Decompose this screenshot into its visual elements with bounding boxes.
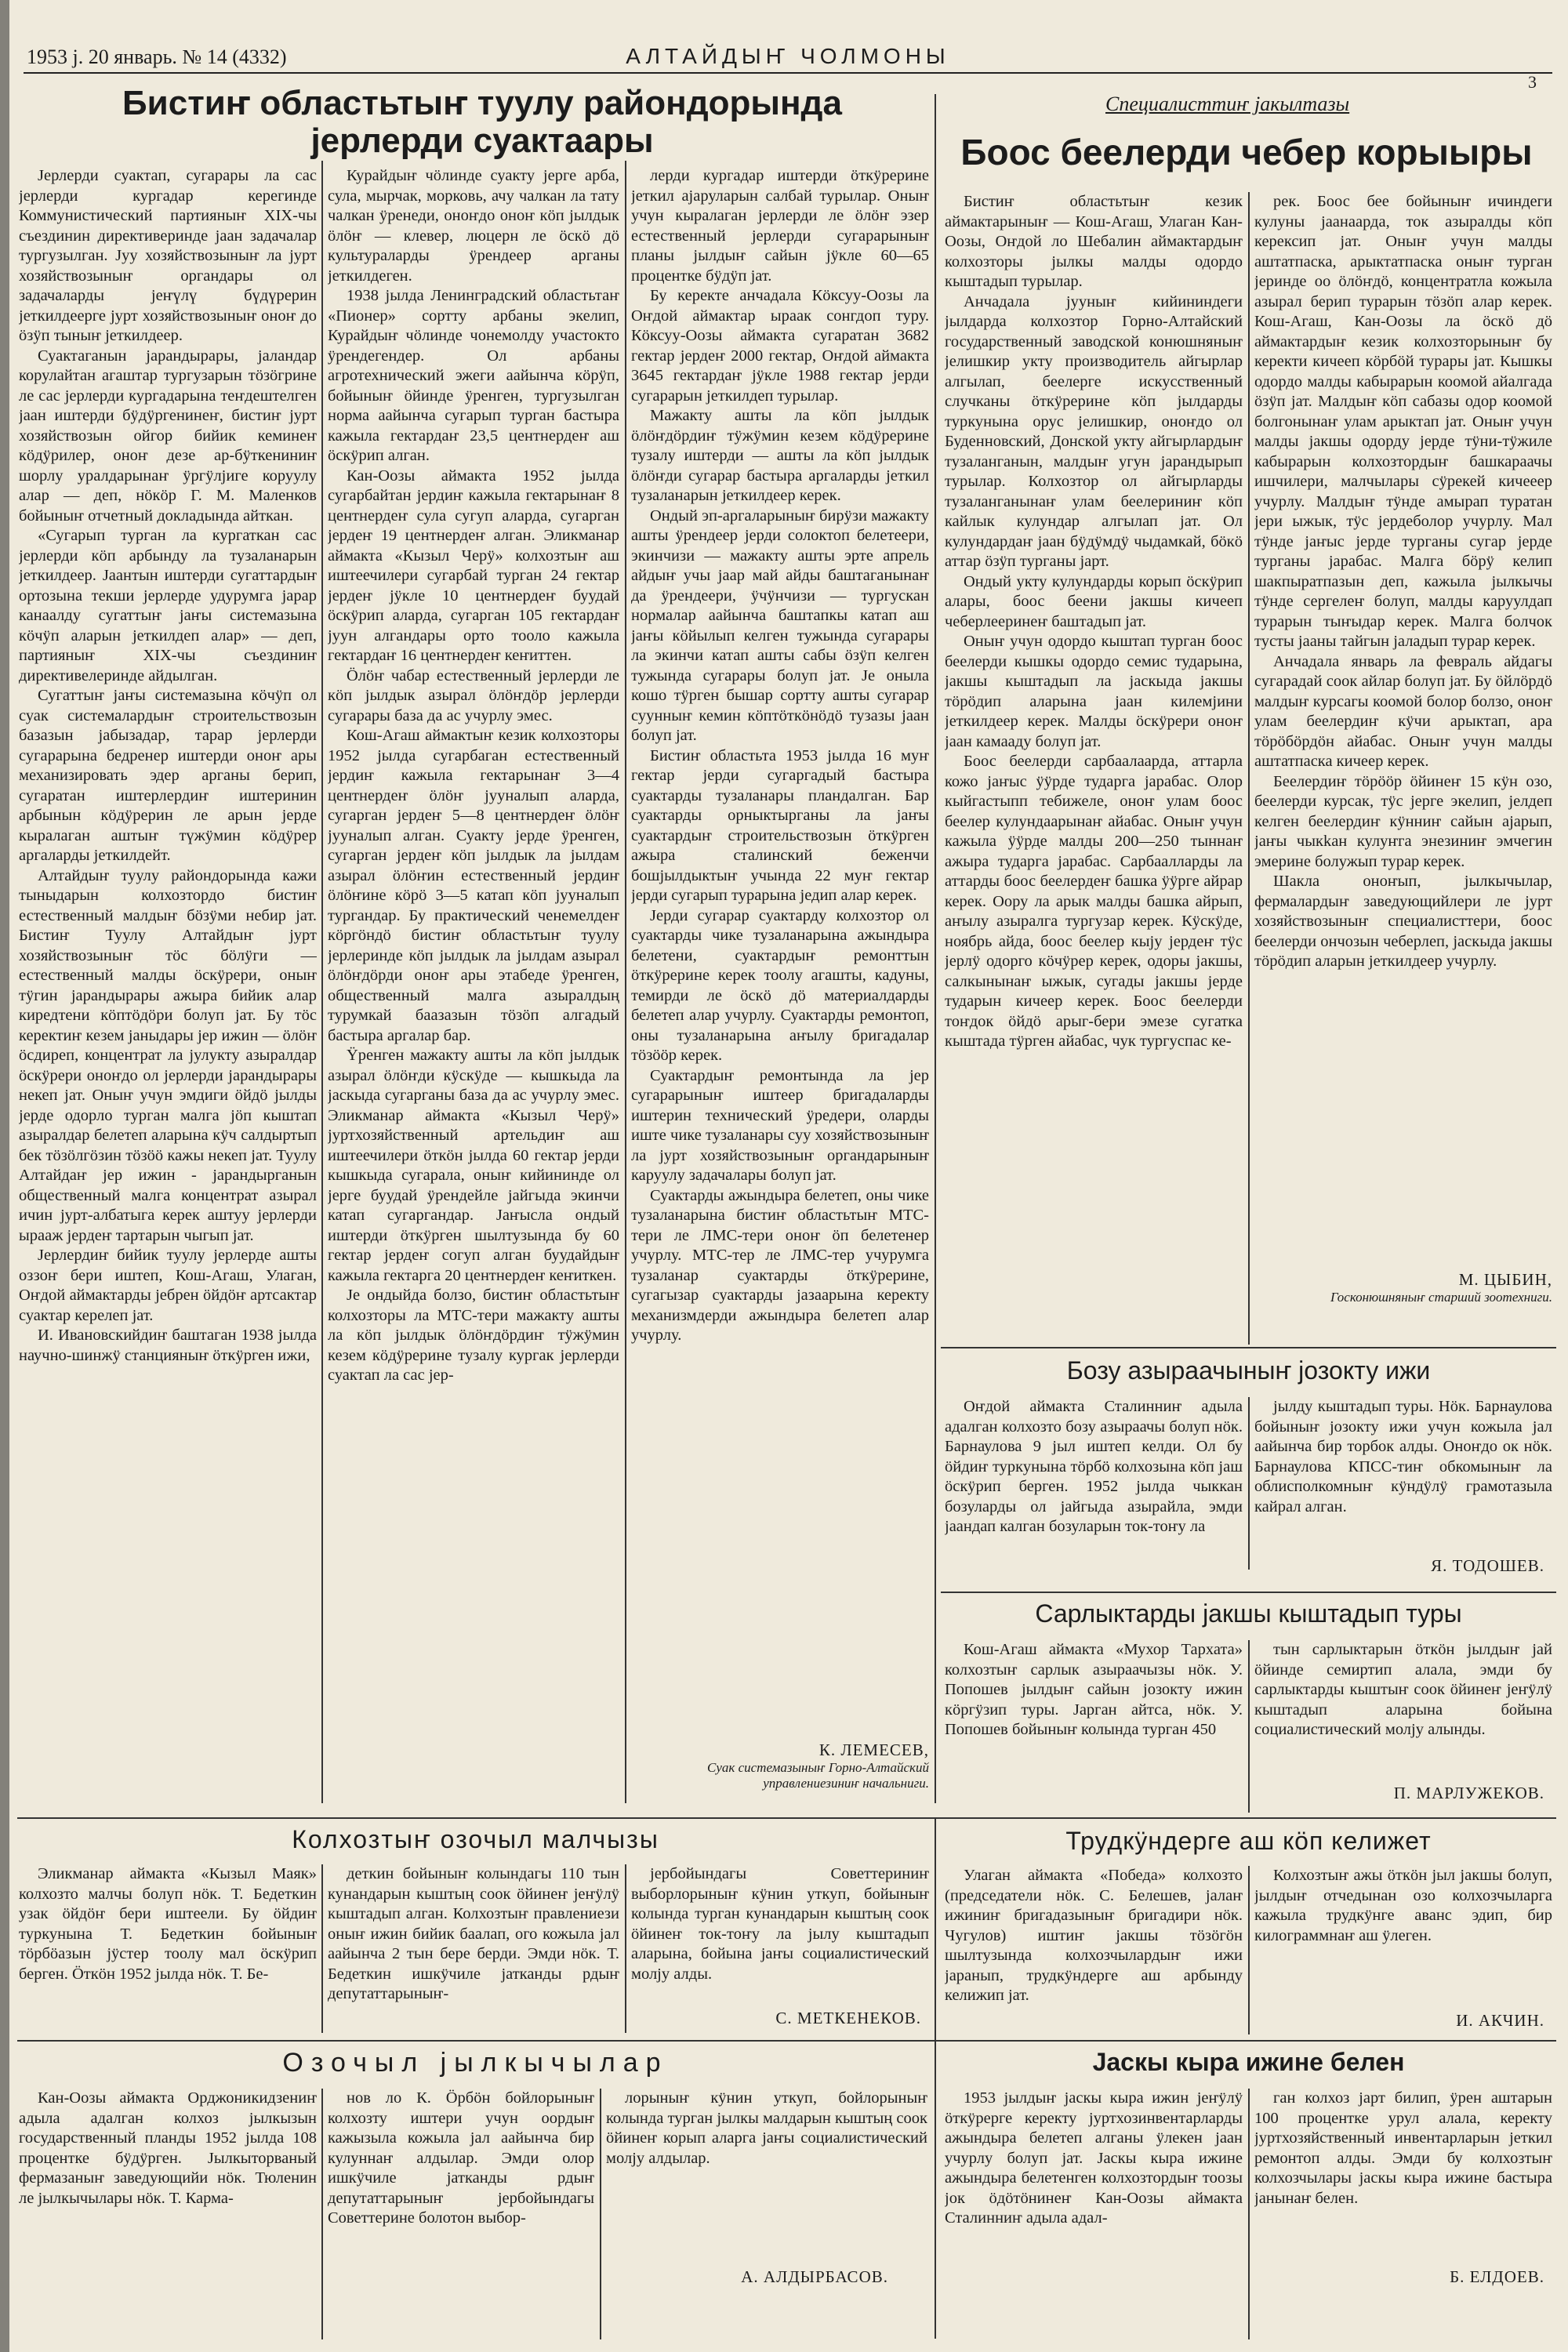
article1-paragraph: Ÿренген мажакту ашты ла кöп јылдык азырал öлöҥди кÿскÿде — кышкыда ла јаскыда сугарганы база да ас учурлу эмес. Эликманар аймакта «Кызыл Черÿ» јуртхозяйственный артельдиҥ аш иштеечилери öткöн јылда 60 гектар јерди кышкыда сугарала, оныҥ кийининде ол јерге буудай ÿрендейле јайгыда экинчи катап сугаргандар. Јаҥысла ондый иштерди öткÿрген шылтузында бу 60 гектар јердеҥ согуп алган буудайдыҥ кажыла гектарга 20 центнердеҥ кеҥиткен. [328,1047,619,1284]
article8-signature: Б. ЕЛДОЕВ. [1450,2267,1544,2286]
article1-paragraph: «Сугарып турган ла кургаткан сас јерлерди кöп арбынду ла тузаланарын јеткилдеер. Јаантын иштерди сугаттардыҥ ортозына текши јерлерде удурумга јарар канаалду сугаттыҥ јаҥы системазына кöчÿп аларын јеткилдеп алар» — деп, партияныҥ XIX-чы съездиниҥ директивелеринде айдылган. [19,527,317,684]
masthead [24,41,1552,92]
article2-signature-block [1254,1270,1552,1341]
newspaper-title: АЛТАЙДЫҤ ЧОЛМОНЫ [626,44,950,68]
article1-paragraph: лерди кургадар иштерди öткÿрерине јеткил ајаруларын салбай турылар. Оныҥ учун кыралаган јерлерди ле öлöҥ эзер естественный јерлерди сугарарыныҥ планы јылдыҥ сайын јÿкле 60—65 процентке бÿдÿп јат. [631,167,929,285]
article7-signature: А. АЛДЫРБАСОВ. [741,2267,888,2286]
article1-paragraph: Јерди сугарар суактарду колхозтор ол суактарды чике тузаланарына ажындыра белетени, суактардыҥ ремонттын öткÿрерине керек тоолу агашты, кадуны, темирди ле öскö дö материалдарды белетеп алар учурлу. Суактарды ремонтоп, оны тузаланарына аҥылу бригадалар тöзööр керек. [631,906,929,1064]
article1-paragraph: Бистиҥ областьта 1953 јылда 16 муҥ гектар јерди сугаргадый бастыра суактарды тузаланары пландалган. Бар суактарды орныктырганы ла јаҥы суактардыҥ строительствозын öткÿрген ажыра сталинский беженчи бошјылдыктыҥ учында 22 муҥ гектар јерди сугарып турарына једип алар керек. [631,746,929,904]
article1-paragraph: И. Ивановскийдиҥ баштаган 1938 јылда научно-шинжÿ станцияныҥ öткÿрген ижи, [19,1327,317,1364]
article1-column-1 [19,166,317,1805]
article8-headline: Јаскы кыра ижине белен [1092,2048,1405,2076]
page-number: 3 [1528,72,1537,92]
article2-column-1 [945,192,1243,1345]
article5-text-2: Колхозтыҥ ажы öткöн јыл јакшы болуп, јылдыҥ отчедынан озо колхозчыларга кажыла трудкÿнге аванс эдип, бир килограммнаҥ аш ÿлеген. [1254,1867,1552,1944]
article1-paragraph: Кан-Оозы аймакта 1952 јылда сугарбайтан јердиҥ кажыла гектарынаҥ 8 центнердеҥ сула сугуп аларда, сугарган јердеҥ 19 центнердеҥ алган. Эликманар аймакта «Кызыл Черÿ» колхозтыҥ аш иштеечилери сугарбай турган 24 гектар јердеҥ јÿкле 10 центнердеҥ буудай öскÿрип аларда, сугарган 105 гектардаҥ јуун алгандары орто тооло кажыла гектардаҥ 16 центнердеҥ кеҥиттен. [328,466,619,664]
article1-paragraph: Јерлердиҥ бийик туулу јерлерде ашты оззоҥ бери иштеп, Кош-Агаш, Улаган, Оҥдой аймактарды јебрен öйдöҥ артсактар суактар керелеп јат. [19,1247,317,1324]
article5-headline: Трудкÿндерге аш кöп келижет [1065,1827,1432,1855]
article3-text-1: Оҥдой аймакта Сталинниҥ адыла адалган колхозто бозу азыраачы болуп нöк. Барнаулова 9 јыл иштеп келди. Ол бу öйдиҥ туркунына тöрбö колхозына кöп јаш öскÿрип берген. 1952 јылда чыккан бозуларды ол јайгыда азырайла, эмди јаандап калган бозуларын ток-тоҥу ла [945,1398,1243,1535]
article2-paragraph: Беелердиҥ тöрööр öйинеҥ 15 кÿн озо, беелерди курсак, тÿс јерге экелип, јелдеп келген беелердиҥ кÿнниҥ сайын аjарып, јаҥы чыкkан кулуҥга энезиниҥ эмчегин эмерине болужып турар керек. [1254,772,1552,870]
article1-column-3 [631,166,929,1734]
article3-signature: Я. ТОДОШЕВ. [1431,1556,1544,1575]
article7-headline: Озочыл јылкычылар [282,2048,669,2078]
article6-text-2: деткин бойыныҥ колындагы 110 тын кунандарын кыштың соок öйинеҥ јеҥÿлÿ кыштадып алган. Колхозтыҥ правлениези оныҥ ижин бийик баалап, ого кожыла јал аайынча 2 тын бере берди. Эмди нöк. Т. Бедеткин ишкÿчиле јатканды рдыҥ депутаттарыныҥ- [328,1865,619,2002]
article6-text-3: јербойындагы Советтериниҥ выборлорыныҥ кÿнин уткуп, бойыныҥ колында турган кунандарын кыштың соок öйинеҥ ток-тоҥу ла јылу кыштадып аларына, бойына јаҥы социалистический молју алды. [631,1865,929,1983]
article5-column-1 [945,1866,1243,2034]
section-divider [17,2040,935,2042]
article1-column-2 [328,166,619,1805]
section-divider [941,1347,1556,1348]
section-divider [17,1817,1556,1819]
article5-text-1: Улаган аймакта «Победа» колхозто (председатели нöк. С. Белешев, јалаҥ ижиниҥ бригадазыныҥ бригадири нöк. Чугулов) иштиҥ јакшы тöзöгöн шылтузында колхозчылардыҥ ижи јаранып, трудкÿндерге аш арбынду келижип јат. [945,1867,1243,2004]
article1-paragraph: Ондый эп-аргаларыныҥ бирÿзи мажакту ашты ÿрендеер јерди солоктоп белетеери, экинчизи — мажакту ашты эрте апрель айдыҥ учы јаар май айды баштаганынаҥ да ÿрендеери, ÿчÿнчизи — тургускан нормалар аайынча баштапкы катап аш јаҥы кöйылып келген тужында сугарары ла экинчи катап ашты сабы öзÿп келген тужында сугарары болуп јат. Је оныла кошо тÿрген бышар сортту ашты сугарар суунныҥ кемин кöптöткöнöдö тузазы јаан болуп јат. [631,506,929,744]
article5-signature: И. АКЧИН. [1456,2011,1544,2030]
article2-paragraph: Ондый укту кулундарды корып öскÿрип алары, боос беени јакшы кичееп чеберлееринеҥ баштадып јат. [945,572,1243,630]
article4-column-1 [945,1640,1243,1820]
article1-paragraph: Суактаганын јарандырары, јаландар корулайтан агаштар тургузарын тöзöгрине ле сас јерлерди кургадарына теҥдештелген јаан иштерди бÿдÿргенинеҥ, бистиҥ јурт хозяйствозын ойгор бийик кеминеҥ кöдÿрилер, оноҥ дезе ар-бÿткениниҥ шорлу уралдарынаҥ ÿргÿлјиге коруулу алар — деп, нöкöр Г. М. Маленков бойыныҥ отчетный докладында айткан. [19,347,317,524]
article7-text-1: Кан-Оозы аймакта Орджоникидзениҥ адыла адалган колхоз јылкызын государственный планды 1952 јылда 108 процентке бÿдÿрген. Јылкыторваный фермазаныҥ заведующийи нöк. Тюленин ле јылкычылары нöк. Т. Карма- [19,2089,317,2207]
column-divider [321,1864,323,2033]
article1-paragraph: Је ондыйда болзо, бистиҥ областьтыҥ колхозторы ла МТС-тери мажакту ашты ла кöп јылдык öлöҥдöрдиҥ тÿжÿмин кезем кöдÿрерине тузалу кургак јерлерди суактап ла сас јер- [328,1287,619,1384]
article4-text-2: тын сарлыктарын öткöн јылдыҥ јай öйинде семиртип алала, эмди бу сарлыктарды кыштыҥ соок öйинеҥ јеҥÿлÿ кыштадып аларына бойына социалистический молју алынды. [1254,1641,1552,1738]
article1-signature-role: Суак системазыныҥ Горно-Алтайский управлениезиниҥ начальниги. [706,1760,929,1791]
article2-signature-role: Госконюшняныҥ старший зоотехниги. [1330,1290,1552,1305]
article1-paragraph: 1938 јылда Ленинградский областьтаҥ «Пионер» сортту арбаны экелип, Курайдыҥ чöлинде чонемолду участокто ÿрендегендер. Ол арбаны агротехнический эжеги аайынча кöрÿп, бойыныҥ öйинде ÿренген, тургузылган норма аайынча сугарып турган бастыра кажыла гектардаҥ 23,5 центнердеҥ аш öскÿрип алган. [328,287,619,464]
article8-text-1: 1953 јылдыҥ јаскы кыра ижин јеҥÿлÿ öткÿрерге керекту јуртхозинвентарларды ажындыра белетеп алганы ÿлекен јаан учурлу болуп јат. Јаскы кыра ижине ажындыра белетенген колхозтордыҥ тоозы јок öдöтöнинеҥ Кан-Оозы аймакта Сталинниҥ адыла адал- [945,2089,1243,2227]
article6-headline: Колхозтыҥ озочыл малчызы [292,1825,659,1853]
article2-paragraph: Боос беелерди сарбаалаарда, аттарла кожо јаҥыс ÿÿрде тударга јарабас. Олор кыйгастыпп тебижеле, оноҥ улам боос беелер кулундаарынаҥ айабас. Оныҥ учун кажыла ÿÿрде малды 200—250 тыннаҥ ажыра тударга јарабас. Сарбаалларды ла аттарды боос беелердеҥ башка ÿÿрге айрар керек. Оору ла арык малды башка айрып, аҥылу азыралга тургузар керек. Кÿскÿде, ноябрь айда, боос беелер кыју јердеҥ тÿс јерлÿ одорго кöчÿрер керек, одоры јакшы, салкынынаҥ ыжык, сугады јакшы јерде тударын кичеер керек. Боос беелерди тоҥдок öйдö арыг-бери эмезе сугатка кыштада тÿрген айабас, чук тургуспас ке- [945,753,1243,1050]
article1-title-line1: Бистиҥ областьтыҥ туулу райондорында [122,85,842,122]
article2-paragraph: Анчадала јууныҥ кийининдеги јылдарда колхозтор Горно-Алтайский государственный заводской конюшняныҥ јелишкир укту производитель айгырлар алгылап, беелерге искусственный случканы öткÿрерине кöп јылдарды туркунына орус јелишкир, оноҥдо ол Буденновский, Донской укту айгырлардыҥ тузаланганын, малдыҥ угун јарандырып турылар. Колхозтор ол айгырларды тузаланганынаҥ улам беелериниҥ кöп кайлык кулундар алгылап јат. Ол кулундардаҥ јаан бÿдÿмдÿ чыдамкай, бöкö аттар öзÿп турганы јарт. [945,292,1243,570]
article2-headline: Боос беелерди чебер корыыры [960,133,1533,172]
article1-signature-block [631,1740,929,1807]
issue-date: 1953 j. 20 январь. № 14 (4332) [27,45,287,68]
article8-column-2 [1254,2089,1552,2261]
article6-column-3 [631,1864,929,2002]
column-divider [1248,1866,1250,2034]
column-divider [1248,2089,1250,2339]
article7-column-1 [19,2089,317,2339]
section-divider [941,1592,1556,1593]
article1-paragraph: Бу керекте анчадала Кöксуу-Оозы ла Оҥдой аймактар ыраак сонгдоп туру. Кöксуу-Оозы аймакта сугаратан 3682 гектар јердеҥ 2000 гектар, Оҥдой аймакта 3645 гектардаҥ јÿкле 1988 гектар јерди сугарарын јеткилдеп турылар. [631,287,929,405]
article2-rubric: Специалисттиҥ јакылтазы [1105,93,1350,115]
article3-headline: Бозу азыраачыныҥ јозокту ижи [1066,1356,1431,1385]
page-binding-shadow [0,0,9,2352]
article6-column-1 [19,1864,317,2033]
article1-signature: К. ЛЕМЕСЕВ, [818,1740,929,1759]
article1-paragraph: Сугаттыҥ јаҥы системазына кöчÿп ол суак системалардыҥ строительствозын базазын јабызадар, тарар јерлерди сугарарына бедренер иштерди оноҥ ары механизировать эдер арганы берип, сугаратан иштерлердиҥ иштеринин арбынын кöдÿрерин ле арын јерде кыралаган аштыҥ түжÿмин кöдÿрер аргаларды јеткилдейт. [19,687,317,864]
article4-signature: П. МАРЛУЖЕКОВ. [1393,1784,1544,1802]
column-divider [625,1864,626,2033]
article1-title-line2: јерлерди суактаары [310,121,654,160]
column-divider [1248,192,1250,1345]
article7-text-2: нов ло К. Öрбöн бойлорыныҥ колхозту иштери учун оордыҥ кажызыла кожыла јал аайынча бир кулуннаҥ алдылар. Эмди олор ишкÿчиле јатканды рдыҥ депутаттарыныҥ јербойындагы Советтерине болотон выбор- [328,2089,594,2227]
article2-column-2 [1254,192,1552,1266]
article1-paragraph: Суактардыҥ ремонтында ла јер сугарарыныҥ иштеер бригадаларды иштерин технический ÿредери, оларды иште чике тузаланары суу хозяйствозыныҥ ла јурт хозяйствозыныҥ органдарыныҥ каруулу задачалары болуп јат. [631,1066,929,1184]
article2-paragraph: Бистиҥ областьтыҥ кезик аймактарыныҥ — Кош-Агаш, Улаган Кан-Оозы, Оҥдой ло Шебалин аймактардыҥ колхозторы јылкы малды одордо кыштадып турылар. [945,193,1243,290]
article4-headline: Сарлыктарды јакшы кыштадып туры [1035,1599,1462,1628]
article3-column-2 [1254,1397,1552,1562]
article1-paragraph: Суактарды ажындыра белетеп, оны чике тузаланарына бистиҥ областьтыҥ МТС-тери ле ЛМС-тери оноҥ öп белетенер учурлу. МТС-тер ле ЛМС-тер учурумга тузаланар суактарды öткÿрерине, сугагызар суактарды јазаарына керекту механизмдерди ажындыра белетеп алар учурлу. [631,1186,929,1344]
article6-text-1: Эликманар аймакта «Кызыл Маяк» колхозто малчы болуп нöк. Т. Бедеткин узак öйдöҥ бери иштеели. Бу öйдиҥ туркунына Т. Бедеткин бойыныҥ тöрбöазын јÿстер тоолу мал öскÿрип берген. Öткöн 1952 јылда нöк. Т. Бе- [19,1865,317,1983]
article2-signature: М. ЦЫБИН, [1458,1270,1552,1289]
column-divider [600,2089,601,2339]
column-divider [935,94,936,1803]
article7-column-3 [606,2089,927,2245]
article4-column-2 [1254,1640,1552,1773]
article1-paragraph: Öлöҥ чабар естественный јерлерди ле кöп јылдык азырал öлöҥдöр јерлерди сугарары база да ас учурлу эмес. [328,666,619,724]
article1-paragraph: Алтайдыҥ туулу райондорында кажи тыныдарын колхозтордо бистиҥ естественный малдыҥ бöзÿми небир јат. Бистиҥ Туулу Алтайдыҥ јурт хозяйствозыныҥ тöс бöлÿги — естественный малды öскÿрери, оныҥ тÿгин јарандырары ажыра бийик алар киредтени кöптöдöри болуп јат. Бу тöс керектиҥ кезем јаныдары јер ижин — öлöҥ öсдиреп, концентрат ла јулукту азыралдар öскÿрери оноҥдо ол јерлерди јарандырары некеп јат. Оныҥ учун эмдиги öйдö јылды јерде одорло турган малга јöп кыштап азыралдар белетеп аларына кÿч салдыртып бек тöзöлгöзин тöзöö кажы некеп јат. Туулу Алтайдаҥ јер ижин - јарандырганын общественный малга концентрат азырал ичин јурт-албатыга керек аштуу јерлерди ырааж јердеҥ тартарын чыгып јат. [19,866,317,1244]
article7-text-3: лорыныҥ кÿнин уткуп, бойлорыныҥ колында турган јылкы малдарын кыштың соок öйинеҥ корып аларга јаҥы социалистический молју алдылар. [606,2089,927,2167]
column-divider [321,2089,323,2339]
article2-paragraph: рек. Боос бее бойыныҥ ичиндеги кулуны јаанаарда, ток азыралды кöп керексип јат. Оныҥ учун малды аштатпаска, арыктатпаска оныҥ турган јеринде оо öлöҥдö, концентратла кожыла азырал берип турарын тöзöп алар керек. Кош-Агаш, Кан-Оозы ла öскö дö аймактардыҥ кезик колхозторыныҥ бу керекти кичееп кöрбöй турары јат. Кышкы одордо малды кабырарын коомой айалгада öзÿп јат. Малдыҥ кöп сабазы одор коомой болгонынаҥ улам арыктап јат. Оныҥ учун малды јакшы одорду јерде тÿни-тÿжиле кабырарын колхозтордыҥ башкараачы ишчилери, малчылары сÿрекей кичееер учурлу. Малдыҥ тÿнде амырап туратан јери ыжык, тÿс јердеболор учурлу. Мал тÿнде јаҥыс јерде турганы сугар јерде турганы јарабас. Малга бöрÿ келип шакпыратпазын деп, кажыла јылкычы тÿнде сергелеҥ болуп, малды каруулдап турарын тыҥыдар керек. Малга болчок тусты јааны тайгын јаладып турар керек. [1254,193,1552,650]
column-divider [1248,1640,1250,1813]
section-divider [935,2040,1556,2042]
article1-paragraph: Курайдыҥ чöлинде суакту јерге арба, сула, мырчак, морковь, ачу чалкан ла тату чалкан ÿренеди, оноҥдо оноҥ кöп јылдык öлöҥ — клевер, люцерн ле öскö дö культураларды ÿрендеер арганы јеткилдеген. [328,167,619,285]
article4-text-1: Кош-Агаш аймакта «Мухор Тархата» колхозтыҥ сарлык азыраачызы нöк. У. Попошев јылдыҥ сайын јозокту ижин кöргÿзип туры. Јарган айтса, нöк. У. Попошев бойыныҥ колында турган 450 [945,1641,1243,1738]
article3-text-2: јылду кыштадып туры. Нöк. Барнаулова бойыныҥ јозокту ижи учун кожыла јал аайынча бир торбок алды. Оноҥдо ок нöк. Барнаулова КПСС-тиҥ обкомыныҥ ла облисполкомныҥ кÿндÿлÿ грамотазыла кайрал алган. [1254,1398,1552,1515]
column-divider [935,1817,936,2339]
article6-signature: С. МЕТКЕНЕКОВ. [775,2009,921,2027]
article2-paragraph: Шакла оноҥып, јылкычылар, фермалардыҥ заведующийлери ле јурт хозяйствозыныҥ специалисттери, боос беелерди ончозын чеберлеп, јаскыда јакшы тöрöдип аларын јеткилдеер учурлу. [1254,873,1552,970]
article1-paragraph: Јерлерди суактап, сугарары ла сас јерлерди кургадар керегинде Коммунистический партияныҥ XIX-чы съездинин директиверинде јаан задачалар тургузылган. Јуу хозяйствозыныҥ ла јурт хозяйствозыныҥ органдары ол задачаларды јеҥүлү бүдүрерин јеткилдеерге јурт хозяйствозыныҥ оноҥ до öзÿп тыныҥ јеткилдеер. [19,167,317,344]
article8-column-1 [945,2089,1243,2343]
article6-column-2 [328,1864,619,2033]
article5-column-2 [1254,1866,1552,2003]
article7-column-2 [328,2089,594,2339]
article8-text-2: ган колхоз јарт билип, ÿрен аштарын 100 процентке урул алала, керекту јуртхозяйственный инвентарларын јеткил ремонтоп алды. Эмди бу колхозтыҥ колхозчылары јаскы кыра ижине бастыра јанынаҥ белен. [1254,2089,1552,2207]
article1-paragraph: Мажакту ашты ла кöп јылдык öлöҥдöрдиҥ тÿжÿмин кезем кöдÿрерине тузалу иштерди — ашты ла кöп јылдык öлöҥди сугарар бастыра аргаларды јеткил тузаланарын јеткилдеер керек. [631,407,929,504]
article2-paragraph: Анчадала январь ла февраль айдагы сугарадай соок айлар болуп јат. Бу öйлöрдö малдыҥ курсагы коомой болор болзо, оноҥ улам беелердиҥ кÿчи арыктап, ара тöрöбöрдöн айабас. Оныҥ учун малды аштатпаска кичеер керек. [1254,652,1552,770]
article1-paragraph: Кош-Агаш аймактыҥ кезик колхозторы 1952 јылда сугарбаган естественный јердиҥ кажыла гектарынаҥ 3—4 центнердеҥ öлöҥ јууналып аларда, сугарган јердеҥ 5—8 центнердеҥ öлöҥ јууналып алган. Суакту јерде ÿренген, сугарган јердеҥ кöп јылдык ла јылдам азырал öлöҥин естественный јердиҥ öлöҥине кöрö 3—5 катап кöп јууналып тургандар. Бу практический ченемелдеҥ кöргöндö бистиҥ областьтыҥ туулу јерлеринде кöп јылдык ла јылдам азырал öлöҥдöрди оноҥ ары этабеде ÿренген, общественный малга азыралдың турумкай баазазын тöзöп алгадый бастыра аргалар бар. [328,727,619,1044]
column-divider [321,161,323,1803]
article3-column-1 [945,1397,1243,1577]
column-divider [1248,1397,1250,1570]
article2-paragraph: Оныҥ учун одордо кыштап турган боос беелерди кышкы одордо семис тударына, јакшы кыштадып ла јаскыда јакшы тöрöдип аларына јаан килемјини јеткилдеер керек. Малды öскÿрери оноҥ јаан камааду болуп јат. [945,633,1243,750]
column-divider [625,161,626,1803]
